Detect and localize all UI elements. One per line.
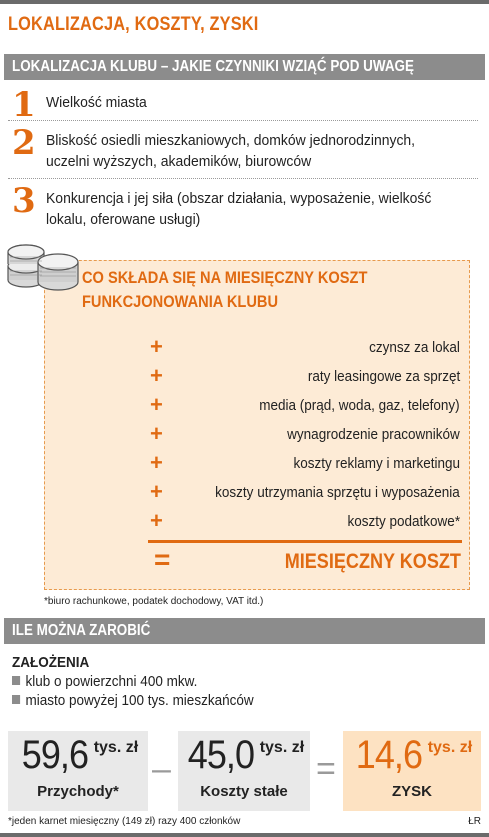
- revenue-unit: tys. zł: [93, 739, 139, 756]
- earnings-section-title: ILE MOŻNA ZAROBIĆ: [12, 622, 151, 639]
- coins-icon: [4, 236, 86, 292]
- cost-item-label: koszty podatkowe*: [347, 513, 460, 530]
- profit-value: 14,6: [355, 733, 422, 777]
- bullet-square-icon: [12, 695, 20, 704]
- divider: [8, 178, 478, 179]
- fixed-costs-value: 45,0: [187, 733, 254, 777]
- factor-number: 2: [12, 123, 36, 163]
- cost-item: [150, 363, 460, 389]
- page-title: LOKALIZACJA, KOSZTY, ZYSKI: [8, 14, 259, 35]
- bullet-square-icon: [12, 676, 20, 685]
- profit-label: ZYSK: [391, 783, 432, 800]
- equals-icon: =: [154, 544, 171, 575]
- plus-icon: +: [150, 508, 163, 533]
- author-initials: ŁR: [468, 816, 481, 827]
- factor-text: Konkurencja i jej siła (obszar działania, wyposażenie, wielkość lokalu, oferowane usługi): [46, 190, 432, 228]
- assumption-text: miasto powyżej 100 tys. mieszkańców: [25, 692, 254, 709]
- revenue-label: Przychody*: [37, 783, 119, 800]
- factor-item-3: [8, 181, 478, 232]
- cost-item-label: koszty utrzymania sprzętu i wyposażenia: [215, 484, 460, 501]
- cost-item: [150, 508, 460, 534]
- plus-icon: +: [150, 421, 163, 446]
- minus-icon: –: [152, 750, 171, 788]
- top-rule: [0, 0, 489, 4]
- cost-item: [150, 334, 460, 360]
- location-section-header: [4, 54, 485, 80]
- plus-icon: +: [150, 363, 163, 388]
- plus-icon: +: [150, 392, 163, 417]
- total-divider: [148, 540, 462, 543]
- earnings-section-header: [4, 618, 485, 644]
- factor-number: 1: [12, 85, 36, 125]
- assumptions-title: ZAŁOŻENIA: [12, 654, 90, 671]
- factor-item-1: [8, 85, 478, 125]
- cost-item: [150, 479, 460, 505]
- fixed-costs-unit: tys. zł: [259, 739, 305, 756]
- cost-footnote: *biuro rachunkowe, podatek dochodowy, VAT itd.): [44, 596, 264, 607]
- profit-box: [343, 731, 481, 811]
- assumption-text: klub o powierzchni 400 mkw.: [25, 673, 198, 690]
- fixed-costs-box: [178, 731, 310, 811]
- plus-icon: +: [150, 334, 163, 359]
- plus-icon: +: [150, 450, 163, 475]
- factor-text: Bliskość osiedli mieszkaniowych, domków jednorodzinnych, uczelni wyższych, akademików, biurowców: [46, 132, 416, 170]
- monthly-cost-title: CO SKŁADA SIĘ NA MIESIĘCZNY KOSZT FUNKCJONOWANIA KLUBU: [82, 268, 368, 311]
- cost-item-label: koszty reklamy i marketingu: [293, 455, 460, 472]
- divider: [8, 120, 478, 121]
- cost-item: [150, 392, 460, 418]
- cost-item-label: raty leasingowe za sprzęt: [307, 368, 460, 385]
- earnings-footnote: *jeden karnet miesięczny (149 zł) razy 400 członków: [8, 816, 241, 827]
- profit-unit: tys. zł: [427, 739, 473, 756]
- assumption-item: [12, 692, 254, 709]
- revenue-box: [8, 731, 148, 811]
- cost-item-label: media (prąd, woda, gaz, telefony): [259, 397, 460, 414]
- cost-item-label: czynsz za lokal: [369, 339, 460, 356]
- fixed-costs-label: Koszty stałe: [200, 783, 288, 800]
- location-section-title: LOKALIZACJA KLUBU – JAKIE CZYNNIKI WZIĄĆ POD UWAGĘ: [12, 58, 414, 75]
- monthly-cost-total-label: MIESIĘCZNY KOSZT: [284, 550, 461, 573]
- revenue-value: 59,6: [21, 733, 88, 777]
- bottom-rule: [0, 833, 489, 837]
- cost-item-label: wynagrodzenie pracowników: [287, 426, 460, 443]
- factor-item-2: [8, 123, 478, 174]
- assumption-item: [12, 673, 197, 690]
- cost-item: [150, 450, 460, 476]
- cost-item: [150, 421, 460, 447]
- factor-number: 3: [12, 181, 36, 221]
- plus-icon: +: [150, 479, 163, 504]
- factor-text: Wielkość miasta: [46, 94, 147, 111]
- equals-icon: =: [316, 750, 336, 788]
